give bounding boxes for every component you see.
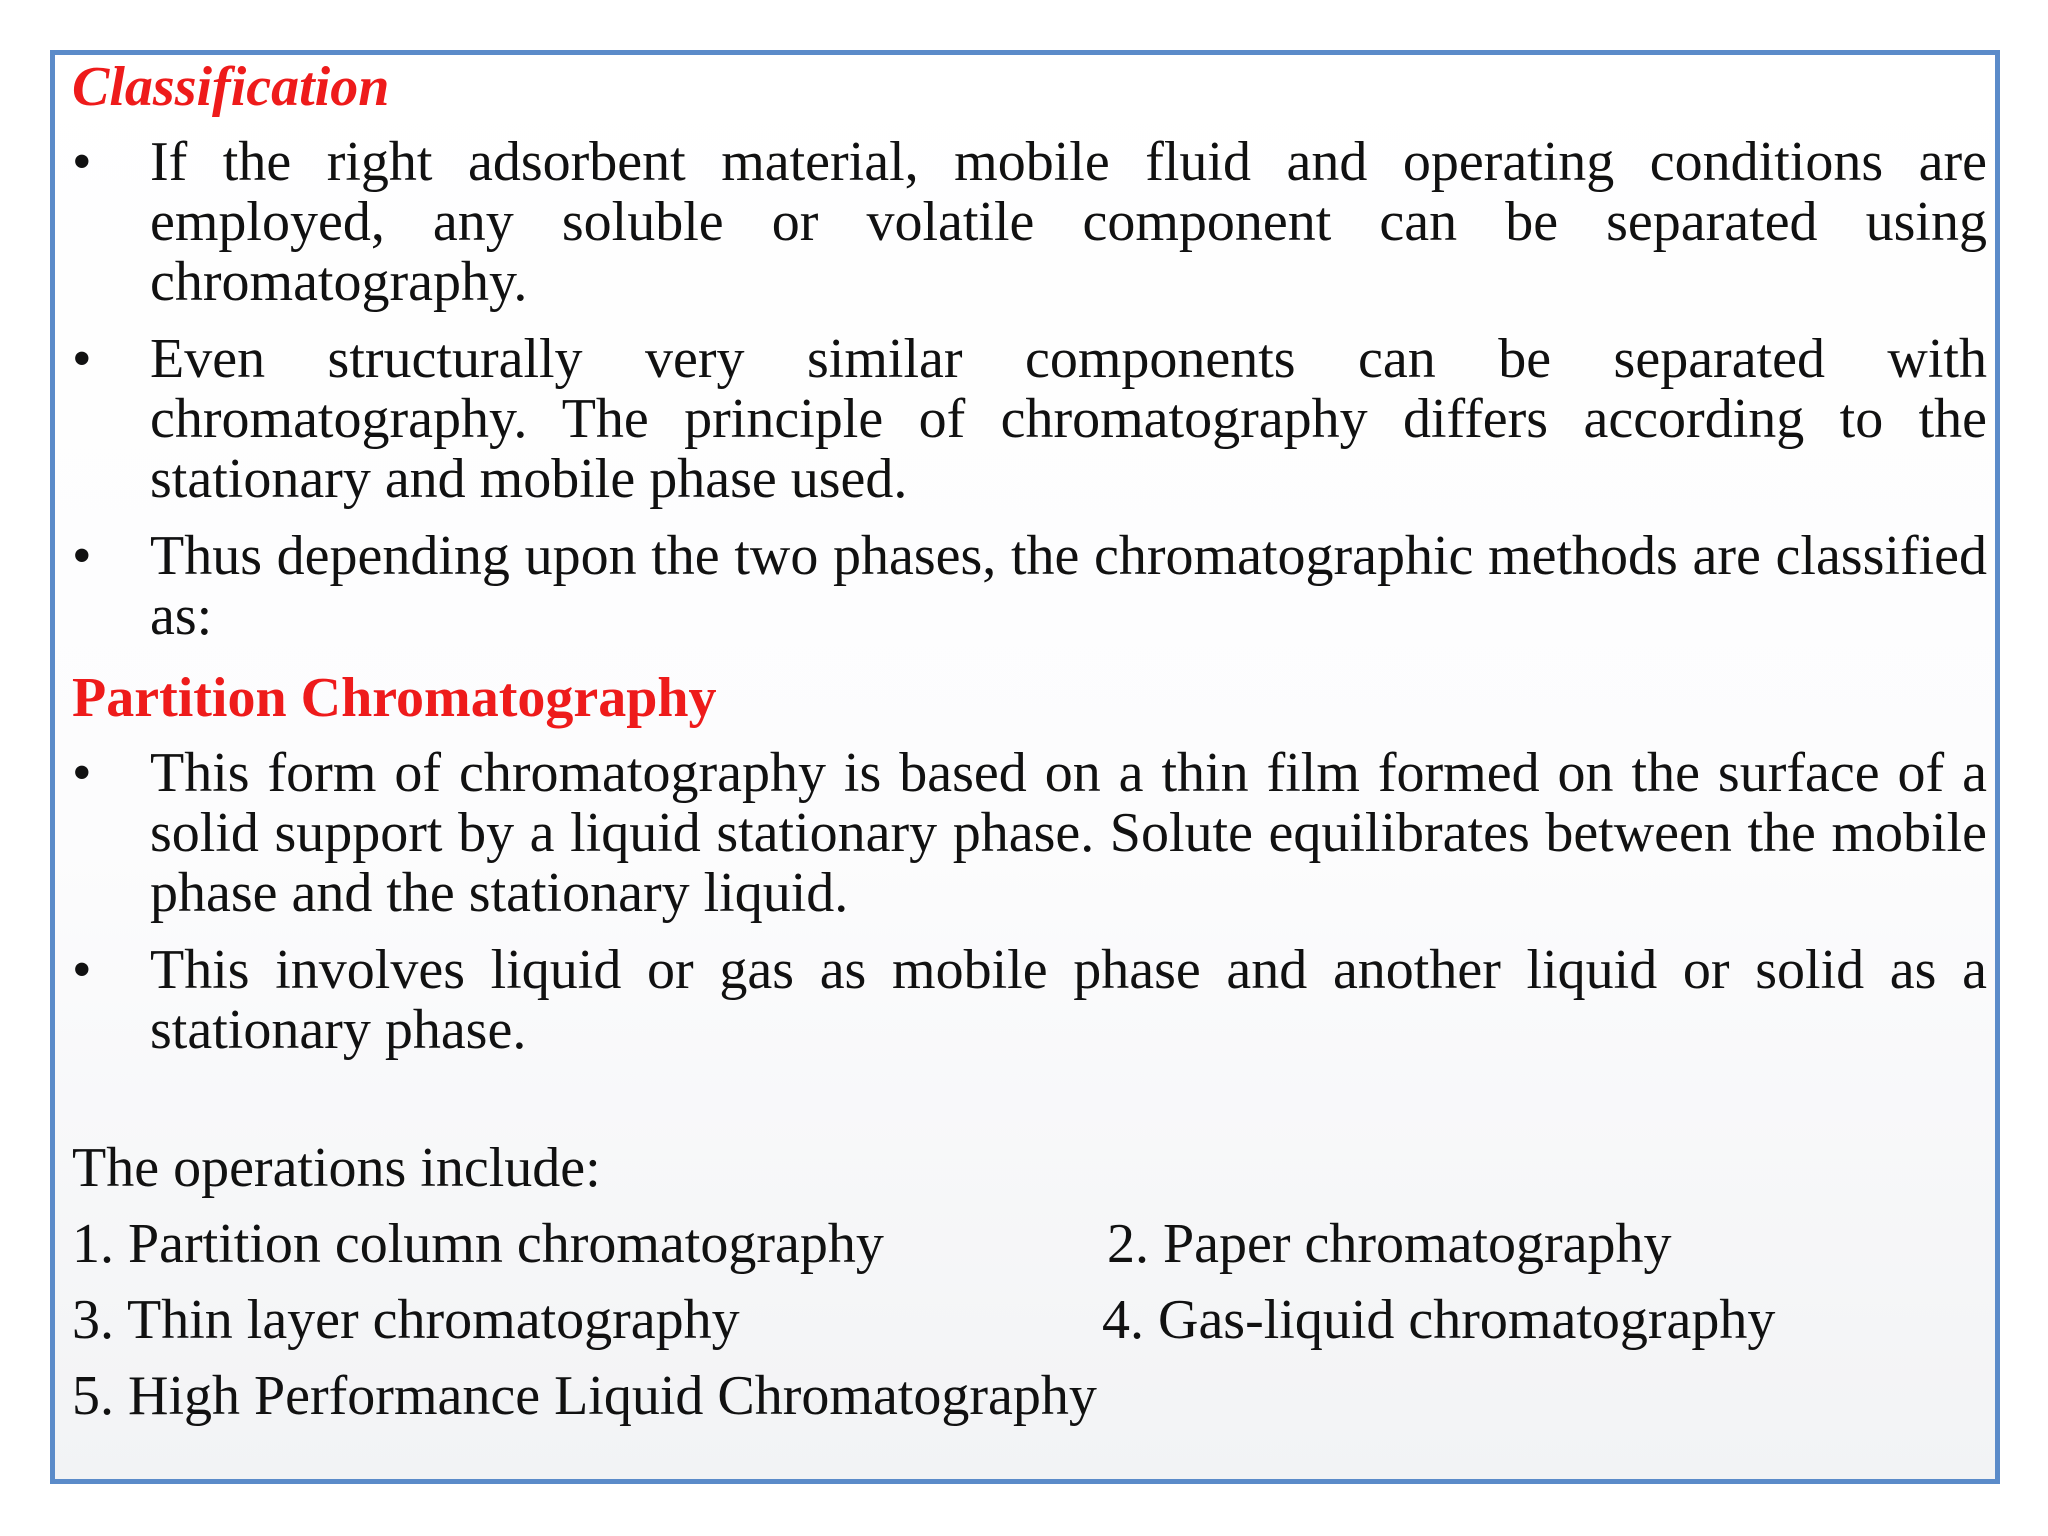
- partition-chromatography-heading: Partition Chromatography: [72, 667, 717, 729]
- bullet-icon: •: [72, 742, 92, 804]
- operation-item: 2. Paper chromatography: [1107, 1213, 1672, 1275]
- operations-row: [72, 1358, 1987, 1434]
- bullet-icon: •: [72, 131, 92, 193]
- bullet-icon: •: [72, 939, 92, 1001]
- operation-item: 5. High Performance Liquid Chromatography: [72, 1365, 1097, 1427]
- operation-item: 3. Thin layer chromatography: [72, 1289, 740, 1351]
- bullet-icon: •: [72, 328, 92, 390]
- operation-item: 4. Gas-liquid chromatography: [1102, 1289, 1776, 1351]
- bullet-text: Even structurally very similar components can be separated with chromatography. The principle of chromatography differs according to the stationary and mobile phase used.: [150, 328, 1987, 510]
- list-item: [72, 526, 1987, 646]
- classification-list: [72, 132, 1987, 646]
- operations-intro: The operations include:: [72, 1137, 601, 1199]
- slide-content: [72, 52, 1987, 1434]
- bullet-text: If the right adsorbent material, mobile fluid and operating conditions are employed, any soluble or volatile component can be separated using chromatography.: [150, 131, 1987, 313]
- operation-item: 1. Partition column chromatography: [72, 1213, 884, 1275]
- bullet-text: Thus depending upon the two phases, the chromatographic methods are classified as:: [150, 525, 1987, 647]
- partition-list: [72, 743, 1987, 1060]
- bullet-text: This involves liquid or gas as mobile phase and another liquid or solid as a stationary phase.: [150, 939, 1987, 1061]
- list-item: [72, 132, 1987, 312]
- bullet-text: This form of chromatography is based on a thin film formed on the surface of a solid support by a liquid stationary phase. Solute equilibrates between the mobile phase and the stationary liquid.: [150, 742, 1987, 924]
- operations-row: [72, 1206, 1987, 1282]
- classification-heading: Classification: [72, 56, 390, 118]
- list-item: [72, 940, 1987, 1060]
- list-item: [72, 743, 1987, 923]
- operations-row: [72, 1282, 1987, 1358]
- bullet-icon: •: [72, 525, 92, 587]
- list-item: [72, 329, 1987, 509]
